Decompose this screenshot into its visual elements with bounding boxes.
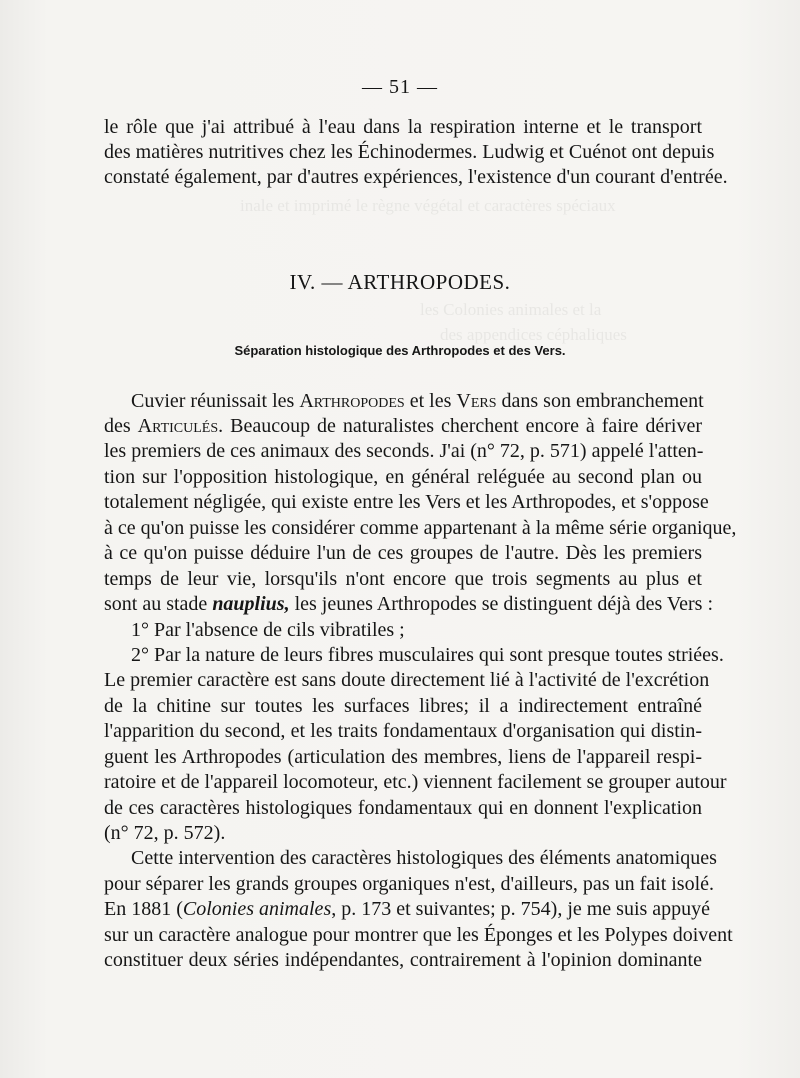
text-line: guent les Arthropodes (articulation des membres, liens de l'appareil respi- [104, 746, 702, 768]
italic-title: Colonies animales [182, 898, 332, 920]
text-line: des Articulés. Beaucoup de naturalistes cherchent encore à faire dériver [104, 415, 702, 437]
small-caps-term: Vers [456, 390, 497, 412]
text-line: Le premier caractère est sans doute directement lié à l'activité de l'excrétion [104, 669, 710, 691]
text-line: à ce qu'on puisse déduire l'un de ces groupes de l'autre. Dès les premiers [104, 542, 702, 564]
italic-term: nauplius, [212, 593, 290, 615]
text-line: En 1881 (Colonies animales, p. 173 et suivantes; p. 754), je me suis appuyé [104, 898, 711, 920]
page-number: — 51 — [362, 76, 438, 98]
text-line: (n° 72, p. 572). [104, 822, 226, 844]
text-line: des matières nutritives chez les Échinodermes. Ludwig et Cuénot ont depuis [104, 141, 715, 163]
text-line: tion sur l'opposition histologique, en général reléguée au second plan ou [104, 466, 702, 488]
text-line: le rôle que j'ai attribué à l'eau dans la respiration interne et le transport [104, 116, 702, 138]
text-line: de la chitine sur toutes les surfaces libres; il a indirectement entraîné [104, 695, 702, 717]
small-caps-term: Arthropodes [299, 390, 405, 412]
section-heading: IV. — ARTHROPODES. [289, 270, 511, 294]
list-item: 2° Par la nature de leurs fibres musculaires qui sont presque toutes striées. [131, 644, 724, 666]
text-line: totalement négligée, qui existe entre les Vers et les Arthropodes, et s'oppose [104, 491, 709, 513]
text-line: les premiers de ces animaux des seconds. J'ai (n° 72, p. 571) appelé l'atten- [104, 440, 704, 462]
text-line: Cette intervention des caractères histologiques des éléments anatomiques [131, 847, 717, 869]
small-caps-term: Articulés [137, 415, 219, 437]
bleed-through-text: des appendices céphaliques [440, 325, 627, 344]
text-line: constaté également, par d'autres expériences, l'existence d'un courant d'entrée. [104, 166, 728, 188]
text-line: à ce qu'on puisse les considérer comme appartenant à la même série organique, [104, 517, 737, 539]
text-line: sur un caractère analogue pour montrer que les Éponges et les Polypes doivent [104, 924, 733, 946]
list-item: 1° Par l'absence de cils vibratiles ; [131, 619, 405, 641]
text-line: de ces caractères histologiques fondamentaux qui en donnent l'explication [104, 797, 702, 819]
bleed-through-text: inale et imprimé le règne végétal et caractères spéciaux [240, 196, 616, 215]
text-line: pour séparer les grands groupes organiques n'est, d'ailleurs, pas un fait isolé. [104, 873, 715, 895]
text-line: temps de leur vie, lorsqu'ils n'ont encore que trois segments au plus et [104, 568, 702, 590]
bleed-through-text: les Colonies animales et la [420, 300, 602, 319]
text-line: l'apparition du second, et les traits fondamentaux d'organisation qui distin- [104, 720, 702, 742]
text-line: constituer deux séries indépendantes, contrairement à l'opinion dominante [104, 949, 702, 971]
text-line: Cuvier réunissait les Arthropodes et les Vers dans son embranchement [131, 390, 704, 412]
text-line: ratoire et de l'appareil locomoteur, etc.) viennent facilement se grouper autour [104, 771, 727, 793]
subheading: Séparation histologique des Arthropodes et des Vers. [234, 343, 566, 358]
text-line: sont au stade nauplius, les jeunes Arthropodes se distinguent déjà des Vers : [104, 593, 714, 615]
